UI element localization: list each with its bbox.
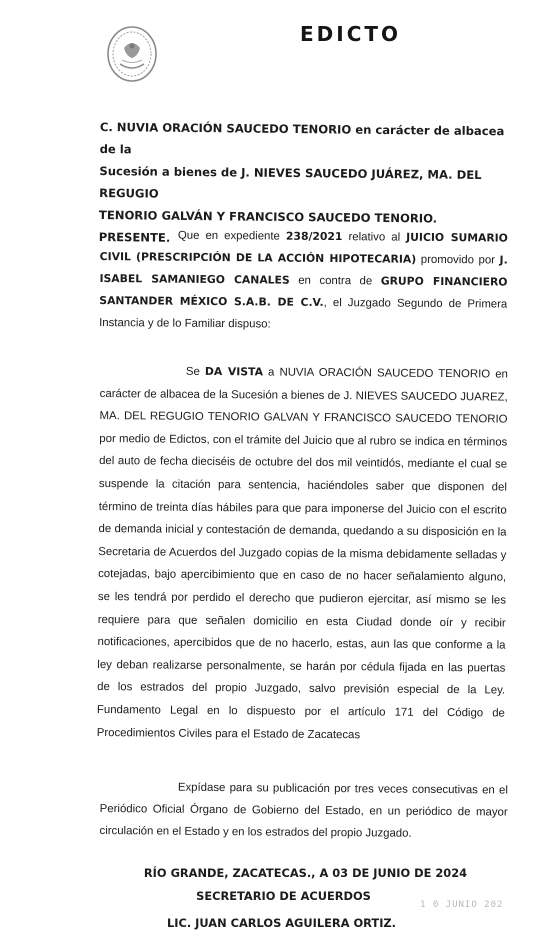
coat-of-arms-seal-icon	[106, 24, 158, 84]
text-run: Expídase para su publicación por tres veces consecutivas en el Periódico Oficial Órgano de Gobierno del Estado, en un periódico de mayor circulación en el Estado y en los estrados del propio Juzgado.	[99, 781, 508, 840]
case-type: JUICIO SUMARIO CIVIL (PRESCRIPCIÓN DE LA ACCIÓN HIPOTECARIA)	[99, 230, 508, 266]
notice-paragraph	[97, 360, 508, 748]
signer-name: LIC. JUAN CARLOS AGUILERA ORTIZ.	[166, 916, 397, 930]
text-run: a NUVIA ORACIÓN SAUCEDO TENORIO en carácter de albacea de la Sucesión a bienes de J. NIEVES SAUCEDO JUAREZ, MA. DEL REGUGIO TENORIO GALVAN Y FRANCISCO SAUCEDO TENORIO por medio de Edictos, con el trámite del Juicio que al rubro se indica en términos del auto de fecha dieciséis de octubre del dos mil veintidós, mediante el cual se suspende la citación para sentencia, haciéndoles saber que disponen del término de treinta días hábiles para que para imponerse del Juicio con el escrito de demanda inicial y contestación de demanda, quedando a su disposición en la Secretaria de Acuerdos del Juzgado copias de la misma debidamente selladas y cotejadas, bajo apercibimiento que en caso de no hacer señalamiento alguno, se les tendrá por perdido el derecho que pudieron ejercitar, así mismo se les requiere para que señalen domicilio en esta Ciudad donde oír y recibir notificaciones, apercibidos que de no hacerlo, estas, aun las que conforme a la ley deban realizarse personalmente, se harán por cédula fijada en las puertas de los estrados del propio Juzgado, salvo previsión especial de la Ley. Fundamento Legal en lo dispuesto por el artículo 171 del Código de Procedimientos Civiles para el Estado de Zacatecas	[96, 366, 508, 741]
da-vista-label: DA VISTA	[204, 364, 264, 379]
case-paragraph	[99, 224, 508, 338]
addressee-line: TENORIO GALVÁN Y FRANCISCO SAUCEDO TENORIO.	[98, 207, 438, 226]
addressee-line: Sucesión a bienes de J. NIEVES SAUCEDO JUÁREZ, MA. DEL REGUGIO	[99, 163, 482, 201]
date-stamp: 1 0 JUNIO 202	[420, 900, 504, 910]
addressee-line: PRESENTE.	[98, 229, 171, 245]
publication-paragraph	[99, 776, 508, 846]
case-number: 238/2021	[285, 229, 343, 244]
text-run: relativo al	[342, 231, 407, 244]
text-run: promovido por	[416, 253, 500, 267]
text-run: Se	[185, 365, 205, 378]
text-run: Que en expediente	[177, 229, 286, 243]
text-run: en contra de	[289, 274, 381, 288]
place-date: RÍO GRANDE, ZACATECAS., A 03 DE JUNIO DE 2024	[143, 866, 468, 880]
document-title: EDICTO	[300, 22, 402, 46]
text-run: , el Juzgado Segundo de Primera Instancia y de lo Familiar dispuso:	[99, 296, 508, 331]
defendant-name: GRUPO FINANCIERO SANTANDER MÉXICO S.A.B. DE C.V.	[99, 274, 508, 309]
addressee-line: C. NUVIA ORACIÓN SAUCEDO TENORIO en carácter de albacea de la	[99, 119, 505, 157]
plaintiff-name: J. ISABEL SAMANIEGO CANALES	[99, 253, 508, 287]
signer-role: SECRETARIO DE ACUERDOS	[196, 889, 371, 903]
